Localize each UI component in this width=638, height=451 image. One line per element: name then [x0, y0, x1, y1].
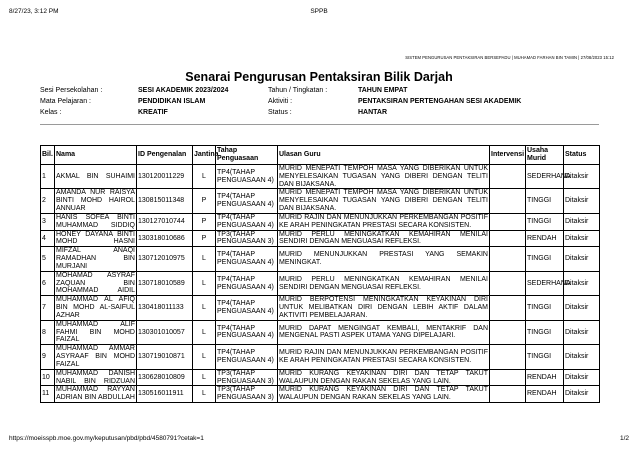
- cell-nama: HANIS SOFEA BINTI MUHAMMAD SIDDIQ: [56, 213, 135, 229]
- cell-tahap: TP3(TAHAP PENGUASAAN 3): [216, 369, 278, 386]
- info-row-subject: [40, 98, 600, 109]
- cell-usaha: RENDAH: [526, 386, 564, 403]
- cell-jantina: L: [193, 345, 216, 369]
- header-id: ID Pengenalan: [137, 146, 193, 165]
- info-row-class: [40, 109, 600, 120]
- cell-nama: MUHAMMAD AMMAR ASYRAAF BIN MOHD FAIZAL: [56, 345, 135, 368]
- cell-ulasan: MURID KURANG KEYAKINAN DIRI DAN TETAP TAKUT WALAUPUN DENGAN RAKAN SEKELAS YANG LAIN.: [279, 369, 488, 385]
- cell-jantina: P: [193, 189, 216, 213]
- cell-status: Ditaksir: [564, 165, 600, 189]
- header-bil: Bil.: [41, 146, 55, 165]
- cell-status: Ditaksir: [564, 345, 600, 369]
- cell-id: 130418011133: [137, 296, 193, 320]
- cell-usaha: SEDERHANA: [526, 165, 564, 189]
- cell-usaha: TINGGI: [526, 247, 564, 271]
- cell-nama: MIFZAL ANAQI RAMADHAN BIN MURJANI: [56, 247, 135, 270]
- cell-ulasan: MURID MENEPATI TEMPOH MASA YANG DIBERIKAN UNTUK MENYELESAIKAN TUGASAN YANG DIBERI DENGAN TELITI DAN BIJAKSANA.: [279, 165, 488, 188]
- cell-id: 130120011229: [137, 165, 193, 189]
- year-label: Tahun / Tingkatan :: [268, 87, 328, 94]
- table-row: [41, 369, 600, 386]
- cell-bil: 6: [41, 271, 55, 295]
- header-intervensi: Intervensi: [490, 146, 526, 165]
- cell-bil: 9: [41, 345, 55, 369]
- session-label: Sesi Persekolahan :: [40, 87, 103, 94]
- cell-usaha: TINGGI: [526, 320, 564, 344]
- cell-intervensi: [490, 189, 526, 213]
- cell-tahap: TP4(TAHAP PENGUASAAN 4): [216, 271, 278, 295]
- header-nama: Nama: [55, 146, 137, 165]
- cell-ulasan: MURID MENEPATI TEMPOH MASA YANG DIBERIKAN UNTUK MENYELESAIKAN TUGASAN YANG DIBERI DENGAN TELITI DAN BIJAKSANA.: [279, 189, 488, 213]
- class-value: KREATIF: [138, 109, 168, 116]
- cell-ulasan: MURID RAJIN DAN MENUNJUKKAN PERKEMBANGAN POSITIF KE ARAH PENINGKATAN PRESTASI SECARA KONSISTEN.: [278, 345, 490, 369]
- cell-intervensi: [490, 296, 526, 320]
- cell-status: Ditaksir: [564, 296, 600, 320]
- status-label: Status :: [268, 109, 292, 116]
- cell-usaha: RENDAH: [526, 369, 564, 386]
- year-value: TAHUN EMPAT: [358, 87, 408, 94]
- cell-jantina: L: [193, 271, 216, 295]
- print-datetime: 8/27/23, 3:12 PM: [9, 8, 59, 15]
- activity-label: Aktiviti :: [268, 98, 293, 105]
- cell-nama: MUHAMMAD ALIF FAHMI BIN MOHD FAIZAL: [56, 320, 135, 344]
- cell-tahap: TP4(TAHAP PENGUASAAN 4): [216, 189, 278, 213]
- cell-jantina: L: [193, 296, 216, 320]
- cell-tahap: TP4(TAHAP PENGUASAAN 4): [216, 247, 278, 271]
- print-url: https://moeisspb.moe.gov.my/keputusan/pbd/pbd/4580791?cetak=1: [9, 435, 204, 442]
- table-row: [41, 320, 600, 344]
- divider: [40, 124, 599, 125]
- cell-nama: MOHAMAD ASYRAF ZAQUAN BIN MOHAMMAD AIDIL: [56, 271, 135, 295]
- cell-jantina: L: [193, 369, 216, 386]
- cell-usaha: TINGGI: [526, 189, 564, 213]
- cell-intervensi: [490, 345, 526, 369]
- cell-ulasan: MURID RAJIN DAN MENUNJUKKAN PERKEMBANGAN POSITIF KE ARAH PENINGKATAN PRESTASI SECARA KONSISTEN.: [279, 213, 488, 229]
- table-row: [41, 345, 600, 369]
- table-row: [41, 165, 600, 189]
- cell-tahap: TP4(TAHAP PENGUASAAN 4): [216, 320, 278, 344]
- subject-value: PENDIDIKAN ISLAM: [138, 98, 206, 105]
- cell-intervensi: [490, 369, 526, 386]
- table-row: [41, 296, 600, 320]
- cell-id: 130712010975: [137, 247, 193, 271]
- subject-label: Mata Pelajaran :: [40, 98, 91, 105]
- cell-intervensi: [490, 230, 526, 247]
- page-title: Senarai Pengurusan Pentaksiran Bilik Darjah: [185, 70, 453, 84]
- cell-intervensi: [490, 247, 526, 271]
- cell-id: 130127010744: [137, 213, 193, 230]
- cell-nama: MUHAMMAD RAYYAN ADRIAN BIN ABDULLAH: [56, 386, 135, 402]
- cell-usaha: SEDERHANA: [526, 271, 564, 295]
- cell-jantina: L: [193, 320, 216, 344]
- cell-id: 130516011911: [137, 386, 193, 403]
- cell-status: Ditaksir: [564, 230, 600, 247]
- cell-usaha: TINGGI: [526, 213, 564, 230]
- cell-bil: 11: [41, 386, 55, 403]
- cell-tahap: TP3(TAHAP PENGUASAAN 3): [216, 230, 278, 247]
- table-row: [41, 189, 600, 213]
- class-label: Kelas :: [40, 109, 62, 116]
- cell-jantina: L: [193, 165, 216, 189]
- cell-jantina: L: [193, 386, 216, 403]
- cell-tahap: TP4(TAHAP PENGUASAAN 4): [216, 345, 278, 369]
- cell-tahap: TP4(TAHAP PENGUASAAN 4): [216, 213, 278, 230]
- cell-jantina: P: [193, 230, 216, 247]
- header-tahap: Tahap Penguasaan: [216, 146, 278, 165]
- header-ulasan: Ulasan Guru: [278, 146, 490, 165]
- cell-intervensi: [490, 386, 526, 403]
- cell-bil: 7: [41, 296, 55, 320]
- table-header-row: [41, 146, 600, 165]
- status-value: HANTAR: [358, 109, 388, 116]
- cell-usaha: TINGGI: [526, 345, 564, 369]
- cell-bil: 5: [41, 247, 55, 271]
- header-jantina: Jantina: [193, 146, 216, 165]
- cell-intervensi: [490, 320, 526, 344]
- cell-id: 130815011348: [137, 189, 193, 213]
- session-value: SESI AKADEMIK 2023/2024: [138, 87, 229, 94]
- cell-id: 130628010809: [137, 369, 193, 386]
- assessment-table: [40, 145, 600, 403]
- table-row: [41, 247, 600, 271]
- cell-status: Ditaksir: [564, 386, 600, 403]
- table-row: [41, 271, 600, 295]
- header-status: Status: [564, 146, 600, 165]
- cell-ulasan: MURID DAPAT MENGINGAT KEMBALI, MENTAKRIF DAN MENGENAL PASTI ASPEK UTAMA YANG DIPELAJARI.: [278, 320, 490, 344]
- table-body: [41, 165, 600, 403]
- cell-id: 130301010057: [137, 320, 193, 344]
- cell-ulasan: MURID BERPOTENSI MENINGKATKAN KEYAKINAN DIRI UNTUK MELIBATKAN DIRI DENGAN LEBIH AKTIF DALAM AKTIVITI PEMBELAJARAN.: [279, 296, 488, 319]
- cell-jantina: P: [193, 213, 216, 230]
- cell-nama: MUHAMMAD DANISH NABIL BIN RIDZUAN: [56, 369, 135, 385]
- system-info-line: SISTEM PENGURUSAN PENTAKSIRAN BERSEPADU | MUHAMAD FARHAN BIN TAMIN | 27/08/2023 15:12: [405, 55, 614, 60]
- cell-bil: 2: [41, 189, 55, 213]
- cell-intervensi: [490, 165, 526, 189]
- cell-ulasan: MURID MENUNJUKKAN PRESTASI YANG SEMAKIN MENINGKAT.: [278, 247, 490, 271]
- cell-intervensi: [490, 271, 526, 295]
- cell-nama: AMANDA NUR RAISYA BINTI MOHD HAIROL ANNUAR: [56, 189, 135, 213]
- cell-jantina: L: [193, 247, 216, 271]
- cell-status: Ditaksir: [564, 213, 600, 230]
- cell-tahap: TP4(TAHAP PENGUASAAN 4): [216, 165, 278, 189]
- cell-bil: 10: [41, 369, 55, 386]
- cell-bil: 3: [41, 213, 55, 230]
- cell-ulasan: MURID PERLU MENINGKATKAN KEMAHIRAN MENILAI SENDIRI DENGAN MENGUASAI REFLEKSI.: [278, 271, 490, 295]
- cell-usaha: TINGGI: [526, 296, 564, 320]
- header-usaha: Usaha Murid: [526, 146, 564, 165]
- cell-bil: 8: [41, 320, 55, 344]
- cell-status: Ditaksir: [564, 369, 600, 386]
- cell-ulasan: MURID PERLU MENINGKATKAN KEMAHIRAN MENILAI SENDIRI DENGAN MENGUASAI REFLEKSI.: [279, 230, 488, 246]
- cell-intervensi: [490, 213, 526, 230]
- cell-usaha: RENDAH: [526, 230, 564, 247]
- cell-tahap: TP3(TAHAP PENGUASAAN 3): [216, 386, 278, 403]
- cell-tahap: TP4(TAHAP PENGUASAAN 4): [216, 296, 278, 320]
- table-row: [41, 230, 600, 247]
- cell-id: 130719010871: [137, 345, 193, 369]
- print-page-number: 1/2: [619, 435, 629, 442]
- cell-status: Ditaksir: [564, 320, 600, 344]
- cell-bil: 1: [41, 165, 55, 189]
- cell-nama: MUHAMMAD AL AFIQ BIN MOHD AL-SAIFUL AZHAR: [56, 296, 135, 319]
- cell-nama: AKMAL BIN SUHAIMI: [55, 165, 137, 189]
- cell-bil: 4: [41, 230, 55, 247]
- table-row: [41, 386, 600, 403]
- cell-ulasan: MURID KURANG KEYAKINAN DIRI DAN TETAP TAKUT WALAUPUN DENGAN RAKAN SEKELAS YANG LAIN.: [279, 386, 488, 402]
- print-app-name: SPPB: [310, 8, 328, 15]
- cell-id: 130718010589: [137, 271, 193, 295]
- table-row: [41, 213, 600, 230]
- cell-nama: HONEY DAYANA BINTI MOHD HASNI: [56, 230, 135, 246]
- cell-id: 130318010686: [137, 230, 193, 247]
- activity-value: PENTAKSIRAN PERTENGAHAN SESI AKADEMIK: [358, 98, 522, 105]
- info-row-session: [40, 87, 600, 98]
- info-block: [40, 87, 600, 120]
- cell-status: Ditaksir: [564, 247, 600, 271]
- cell-status: Ditaksir: [564, 271, 600, 295]
- cell-status: Ditaksir: [564, 189, 600, 213]
